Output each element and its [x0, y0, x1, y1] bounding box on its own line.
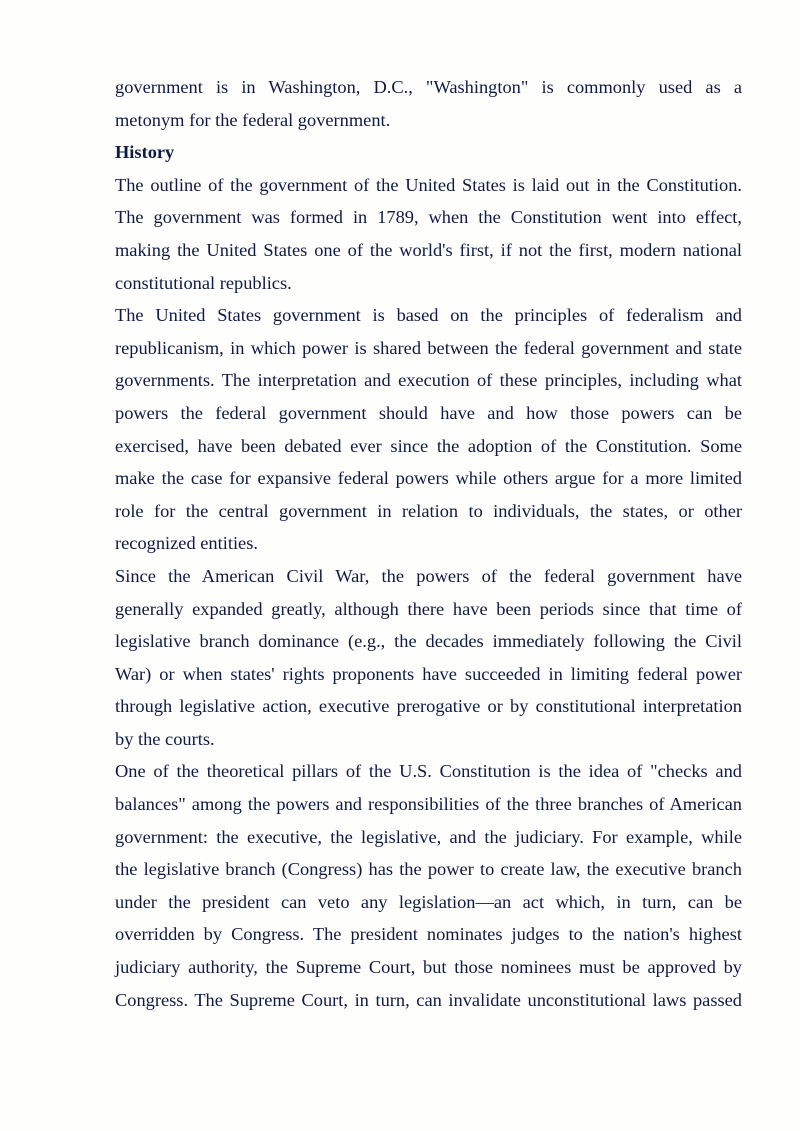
text-line: legislative branch dominance (e.g., the decades immediately following the Civil	[115, 631, 742, 652]
text-line: The outline of the government of the United States is laid out in the Constitution.	[115, 174, 742, 195]
text-line: judiciary authority, the Supreme Court, but those nominees must be approved by	[115, 957, 742, 978]
text-line: War) or when states' rights proponents have succeeded in limiting federal power	[115, 663, 742, 684]
text-line: metonym for the federal government.	[115, 109, 391, 130]
text-line: making the United States one of the world's first, if not the first, modern national	[115, 239, 742, 260]
paragraph-outline	[115, 169, 742, 299]
paragraph-checks-and-balances	[115, 755, 742, 1016]
text-line: government is in Washington, D.C., "Washington" is commonly used as a	[115, 77, 742, 97]
text-line: under the president can veto any legislation—an act which, in turn, can be	[115, 891, 742, 912]
text-line: balances" among the powers and responsibilities of the three branches of American	[115, 794, 742, 815]
text-line: the legislative branch (Congress) has the power to create law, the executive branch	[115, 859, 742, 880]
text-line: generally expanded greatly, although there have been periods since that time of	[115, 598, 742, 619]
paragraph-intro	[115, 71, 742, 136]
text-line: republicanism, in which power is shared between the federal government and state	[115, 337, 742, 358]
text-line: The government was formed in 1789, when the Constitution went into effect,	[115, 207, 742, 228]
text-line: Since the American Civil War, the powers of the federal government have	[115, 565, 742, 586]
text-line: role for the central government in relation to individuals, the states, or other	[115, 500, 742, 521]
paragraph-civil-war	[115, 560, 742, 756]
text-line: make the case for expansive federal powers while others argue for a more limited	[115, 468, 742, 489]
text-line: recognized entities.	[115, 533, 258, 554]
text-line: government: the executive, the legislative, and the judiciary. For example, while	[115, 826, 742, 847]
text-line: through legislative action, executive prerogative or by constitutional interpretation	[115, 696, 742, 717]
text-line: by the courts.	[115, 728, 215, 749]
text-line: constitutional republics.	[115, 272, 292, 293]
text-line: exercised, have been debated ever since the adoption of the Constitution. Some	[115, 435, 742, 456]
text-line: One of the theoretical pillars of the U.S. Constitution is the idea of "checks and	[115, 761, 742, 782]
document-body	[115, 71, 742, 1016]
text-line: The United States government is based on the principles of federalism and	[115, 305, 742, 326]
section-heading-history: History	[115, 142, 175, 163]
text-line: powers the federal government should have and how those powers can be	[115, 402, 742, 423]
text-line: overridden by Congress. The president nominates judges to the nation's highest	[115, 924, 742, 945]
text-line: governments. The interpretation and execution of these principles, including what	[115, 370, 742, 391]
text-line: Congress. The Supreme Court, in turn, can invalidate unconstitutional laws passed	[115, 989, 742, 1010]
paragraph-federalism	[115, 299, 742, 560]
